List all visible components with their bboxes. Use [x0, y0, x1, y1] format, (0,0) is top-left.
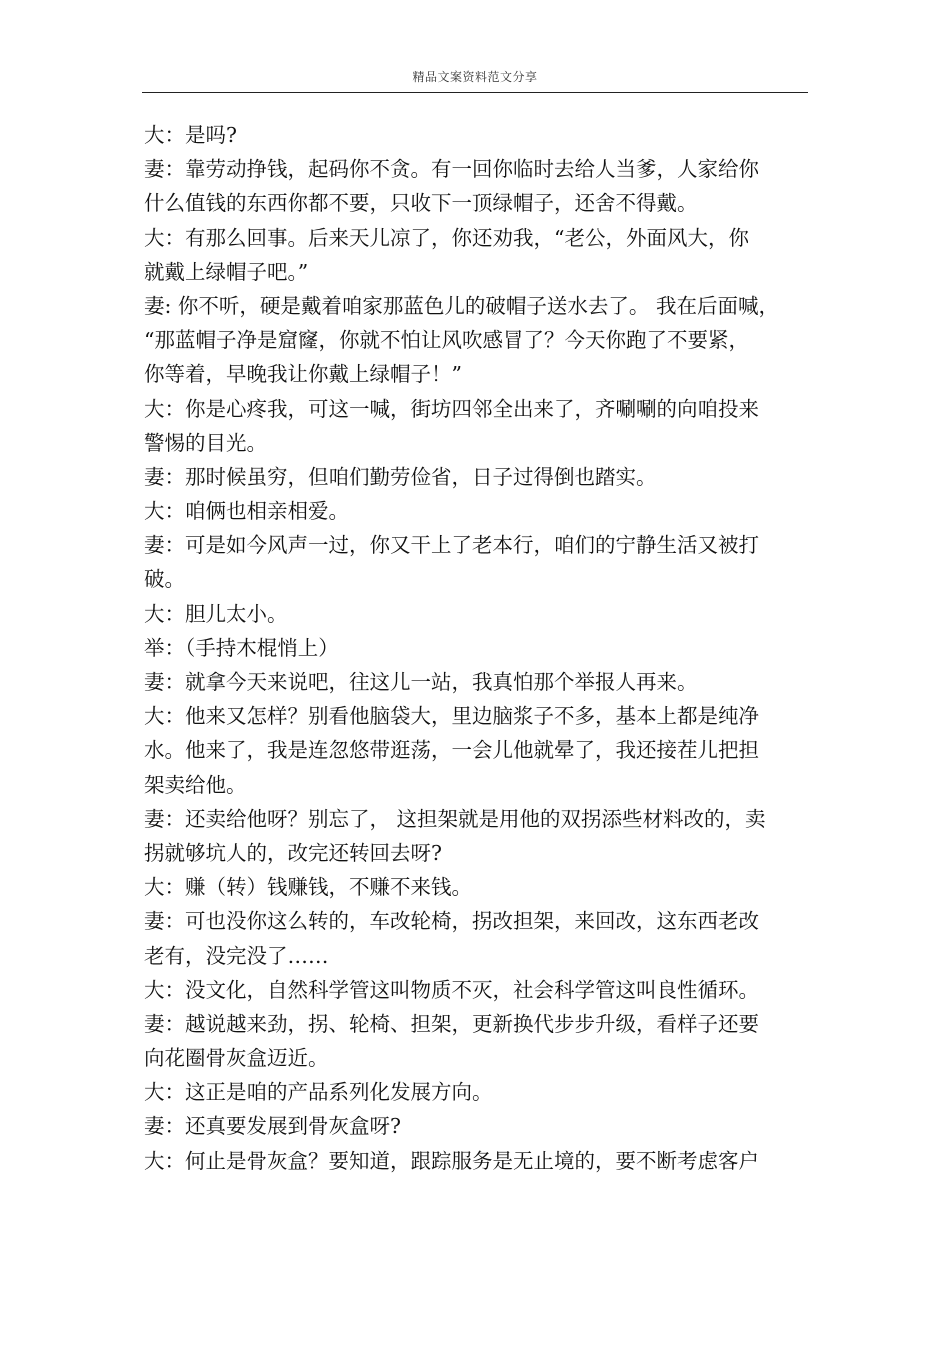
- text-line: 向花圈骨灰盒迈近。: [144, 1046, 329, 1071]
- text-line: 破。: [144, 567, 185, 592]
- text-line: 你等着，早晚我让你戴上绿帽子！”: [144, 362, 462, 387]
- text-line: 大：赚（转）钱赚钱，不赚不来钱。: [144, 875, 472, 900]
- text-line: 妻：那时候虽穷，但咱们勤劳俭省，日子过得倒也踏实。: [144, 464, 657, 489]
- text-line: 大：他来又怎样？别看他脑袋大，里边脑浆子不多，基本上都是纯净: [144, 704, 759, 729]
- text-line: 妻：越说越来劲，拐、轮椅、担架，更新换代步步升级，看样子还要: [144, 1011, 759, 1036]
- page-header: [142, 64, 808, 93]
- text-line: “那蓝帽子净是窟窿，你就不怕让风吹感冒了？今天你跑了不要紧，: [144, 328, 749, 353]
- text-line: 妻: 你不听，硬是戴着咱家那蓝色儿的破帽子送水去了。 我在后面喊，: [144, 293, 779, 318]
- text-line: 大：有那么回事。后来天儿凉了，你还劝我，“老公，外面风大，你: [144, 225, 749, 250]
- text-line: 水。他来了，我是连忽悠带逛荡，一会儿他就晕了，我还接茬儿把担: [144, 738, 759, 763]
- text-line: 什么值钱的东西你都不要，只收下一顶绿帽子，还舍不得戴。: [144, 191, 698, 216]
- text-line: 就戴上绿帽子吧。”: [144, 259, 309, 284]
- text-line: 警惕的目光。: [144, 430, 267, 455]
- text-line: 拐就够坑人的，改完还转回去呀?: [144, 840, 442, 865]
- text-line: 妻：还卖给他呀？别忘了， 这担架就是用他的双拐添些材料改的，卖: [144, 806, 766, 831]
- text-line: 举：（手持木棍悄上）: [144, 635, 339, 660]
- text-line: 大：你是心疼我，可这一喊，街坊四邻全出来了，齐唰唰的向咱投来: [144, 396, 759, 421]
- text-line: 大：是吗?: [144, 123, 237, 147]
- text-line: 大：咱俩也相亲相爱。: [144, 499, 349, 524]
- text-line: 架卖给他。: [144, 772, 247, 797]
- text-line: 妻：还真要发展到骨灰盒呀?: [144, 1114, 401, 1139]
- text-line: 大：何止是骨灰盒？要知道，跟踪服务是无止境的，要不断考虑客户: [144, 1148, 759, 1173]
- text-line: 老有，没完没了……: [144, 943, 329, 968]
- text-line: 妻：就拿今天来说吧，往这儿一站，我真怕那个举报人再来。: [144, 670, 698, 694]
- text-line: 大：胆儿太小。: [144, 601, 288, 626]
- text-line: 妻：可是如今风声一过，你又干上了老本行，咱们的宁静生活又被打: [144, 533, 759, 558]
- dialogue-body: [144, 118, 792, 1178]
- text-line: 大：这正是咱的产品系列化发展方向。: [144, 1080, 493, 1105]
- text-line: 妻：可也没你这么转的，车改轮椅，拐改担架，来回改，这东西老改: [144, 909, 759, 934]
- text-line: 大：没文化，自然科学管这叫物质不灭，社会科学管这叫良性循环。: [144, 977, 759, 1002]
- header-title: 精品文案资料范文分享: [412, 70, 538, 84]
- text-line: 妻：靠劳动挣钱，起码你不贪。有一回你临时去给人当爹，人家给你: [144, 157, 759, 182]
